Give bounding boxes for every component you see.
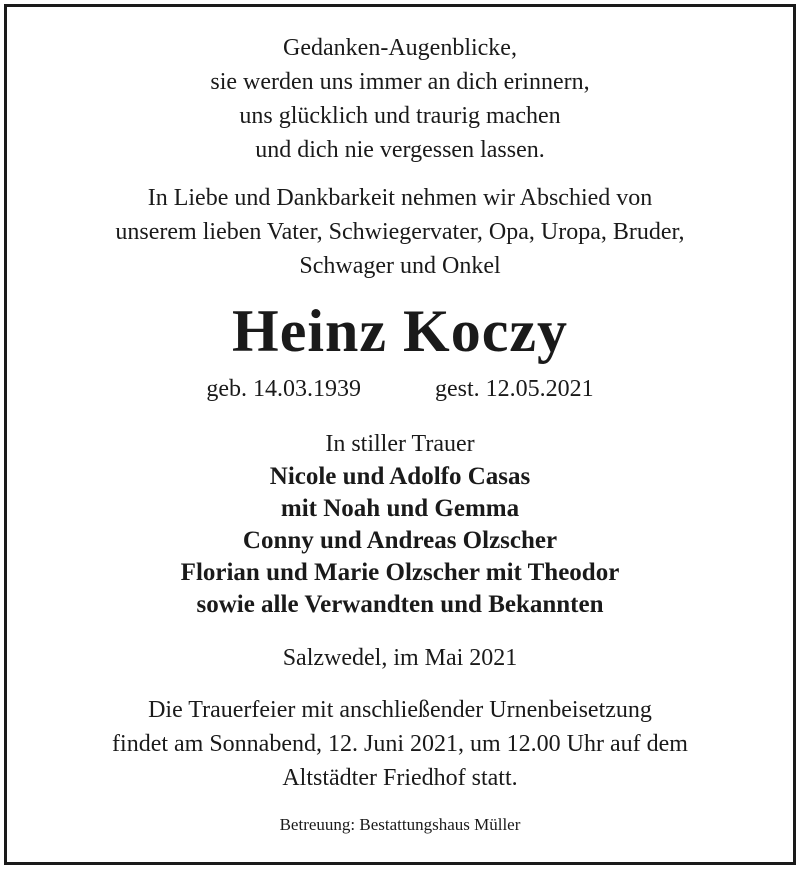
intro-line-3: Schwager und Onkel (299, 253, 501, 279)
verse-line-3: uns glücklich und traurig machen (239, 103, 561, 129)
service-line-3: Altstädter Friedhof statt. (282, 765, 518, 791)
intro-line-2: unserem lieben Vater, Schwiegervater, Opa, Uropa, Bruder, (115, 219, 685, 245)
mourner-line-3: Conny und Andreas Olzscher (242, 527, 558, 554)
mourner-line-1: Nicole und Adolfo Casas (269, 463, 531, 490)
mourner-line-4: Florian und Marie Olzscher mit Theodor (180, 559, 620, 586)
service-line-1: Die Trauerfeier mit anschließender Urnenbeisetzung (148, 697, 652, 723)
birth-date: geb. 14.03.1939 (206, 376, 361, 402)
death-date: gest. 12.05.2021 (434, 376, 594, 402)
intro-line-1: In Liebe und Dankbarkeit nehmen wir Abschied von (147, 185, 653, 211)
service-line-2: findet am Sonnabend, 12. Juni 2021, um 12.00 Uhr auf dem (112, 731, 688, 757)
verse-line-2: sie werden uns immer an dich erinnern, (210, 69, 590, 95)
deceased-name: Heinz Koczy (232, 298, 568, 364)
life-dates (7, 376, 793, 403)
obituary-notice (4, 4, 796, 865)
verse-line-4: und dich nie vergessen lassen. (255, 137, 545, 163)
place-date: Salzwedel, im Mai 2021 (282, 645, 518, 671)
mourner-line-2: mit Noah und Gemma (280, 495, 520, 522)
funeral-home-credit: Betreuung: Bestattungshaus Müller (279, 815, 521, 834)
mourner-line-5: sowie alle Verwandten und Bekannten (196, 591, 604, 618)
verse-line-1: Gedanken-Augenblicke, (283, 35, 517, 61)
mourners-heading: In stiller Trauer (325, 431, 475, 457)
